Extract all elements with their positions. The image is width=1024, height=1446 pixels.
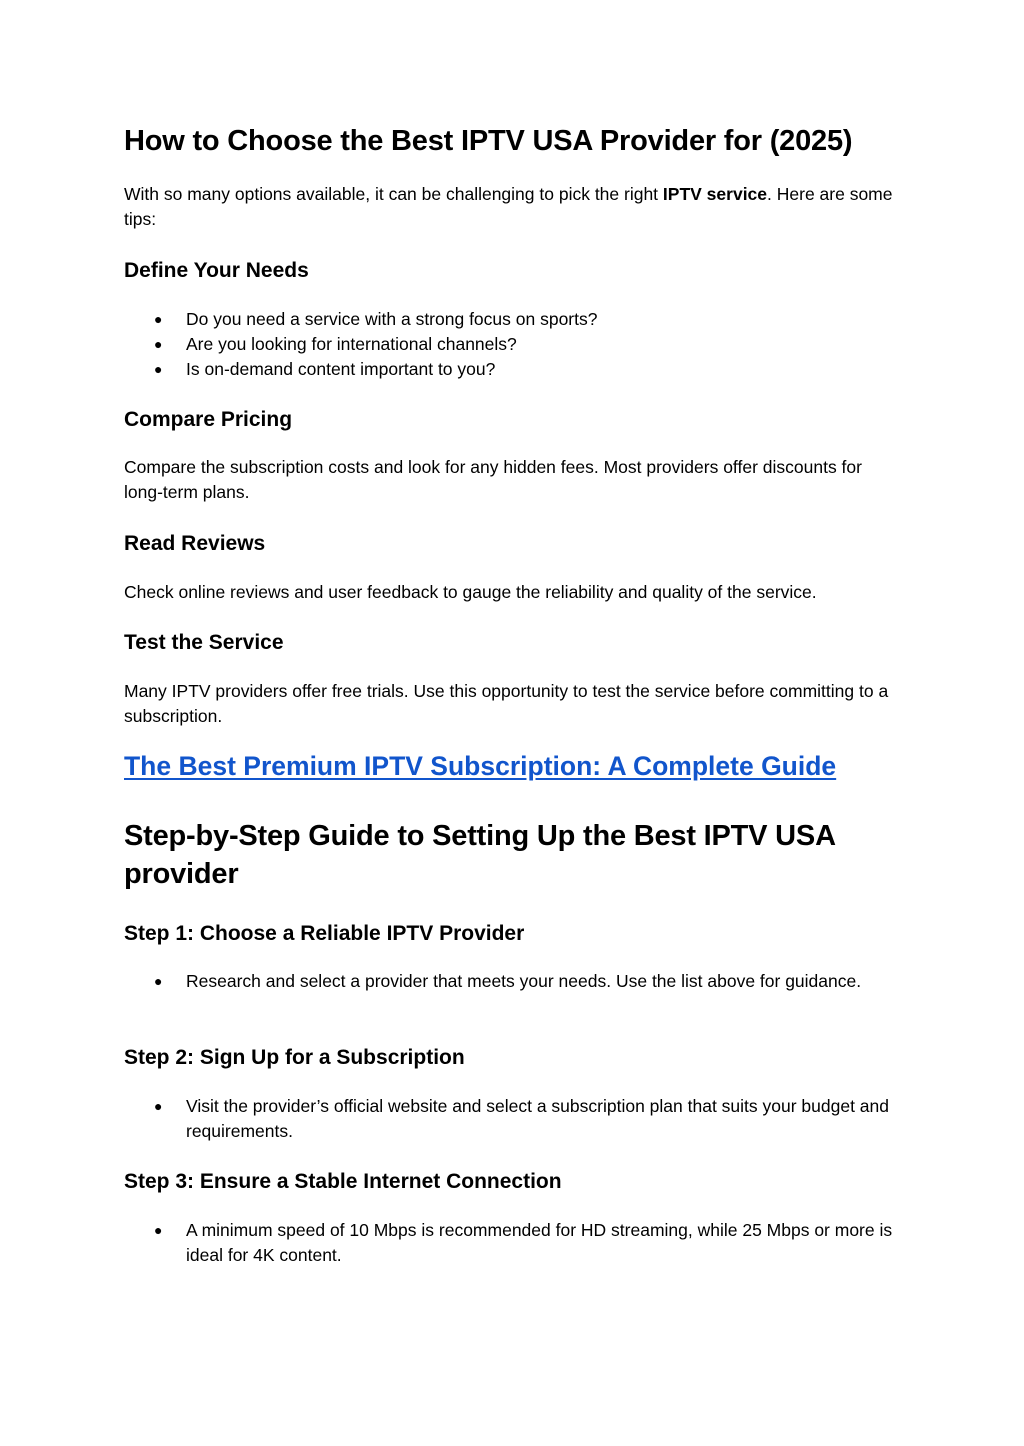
section-title-setup-guide: Step-by-Step Guide to Setting Up the Best IPTV USA provider xyxy=(124,820,835,890)
bullet-icon: ● xyxy=(154,336,163,352)
list-item-text: Research and select a provider that meets your needs. Use the list above for guidance. xyxy=(186,971,862,991)
bullet-icon: ● xyxy=(154,311,163,327)
test-service-text: Many IPTV providers offer free trials. Use this opportunity to test the service before committing to a subscription. xyxy=(124,681,889,726)
intro-bold-term: IPTV service xyxy=(662,184,768,204)
bullet-icon: ● xyxy=(154,973,163,989)
list-item xyxy=(124,1218,899,1268)
heading-step-1: Step 1: Choose a Reliable IPTV Provider xyxy=(124,922,525,945)
heading-step-3: Step 3: Ensure a Stable Internet Connection xyxy=(124,1170,562,1193)
list-item xyxy=(124,969,899,994)
heading-test-service: Test the Service xyxy=(124,631,284,654)
list-item-text: Do you need a service with a strong focus on sports? xyxy=(186,309,598,329)
heading-step-2: Step 2: Sign Up for a Subscription xyxy=(124,1046,465,1069)
list-item-text: Are you looking for international channels? xyxy=(186,334,517,354)
bullet-icon: ● xyxy=(154,1098,163,1114)
heading-define-needs: Define Your Needs xyxy=(124,259,309,282)
premium-iptv-guide-link[interactable]: The Best Premium IPTV Subscription: A Complete Guide xyxy=(124,751,837,781)
list-item xyxy=(124,357,899,382)
list-item-text: Visit the provider’s official website and select a subscription plan that suits your budget and requirements. xyxy=(186,1096,890,1141)
step-3-list xyxy=(124,1218,899,1268)
list-item xyxy=(124,332,899,357)
needs-list xyxy=(124,307,899,382)
intro-paragraph xyxy=(124,182,899,232)
step-2-list xyxy=(124,1094,899,1144)
read-reviews-text: Check online reviews and user feedback to gauge the reliability and quality of the service. xyxy=(124,582,817,602)
list-item-text: Is on-demand content important to you? xyxy=(186,359,496,379)
bullet-icon: ● xyxy=(154,1222,163,1238)
list-item-text: A minimum speed of 10 Mbps is recommended for HD streaming, while 25 Mbps or more is ideal for 4K content. xyxy=(186,1220,893,1265)
section-title-choose: How to Choose the Best IPTV USA Provider for (2025) xyxy=(124,125,853,157)
bullet-icon: ● xyxy=(154,361,163,377)
step-1-list xyxy=(124,969,899,994)
intro-text-start: With so many options available, it can be challenging to pick the right xyxy=(124,184,663,204)
list-item xyxy=(124,1094,899,1144)
heading-read-reviews: Read Reviews xyxy=(124,532,266,555)
list-item xyxy=(124,307,899,332)
intro-text-end: . Here are some tips: xyxy=(124,184,893,229)
compare-pricing-text: Compare the subscription costs and look for any hidden fees. Most providers offer discounts for long-term plans. xyxy=(124,457,862,502)
heading-compare-pricing: Compare Pricing xyxy=(124,408,293,431)
